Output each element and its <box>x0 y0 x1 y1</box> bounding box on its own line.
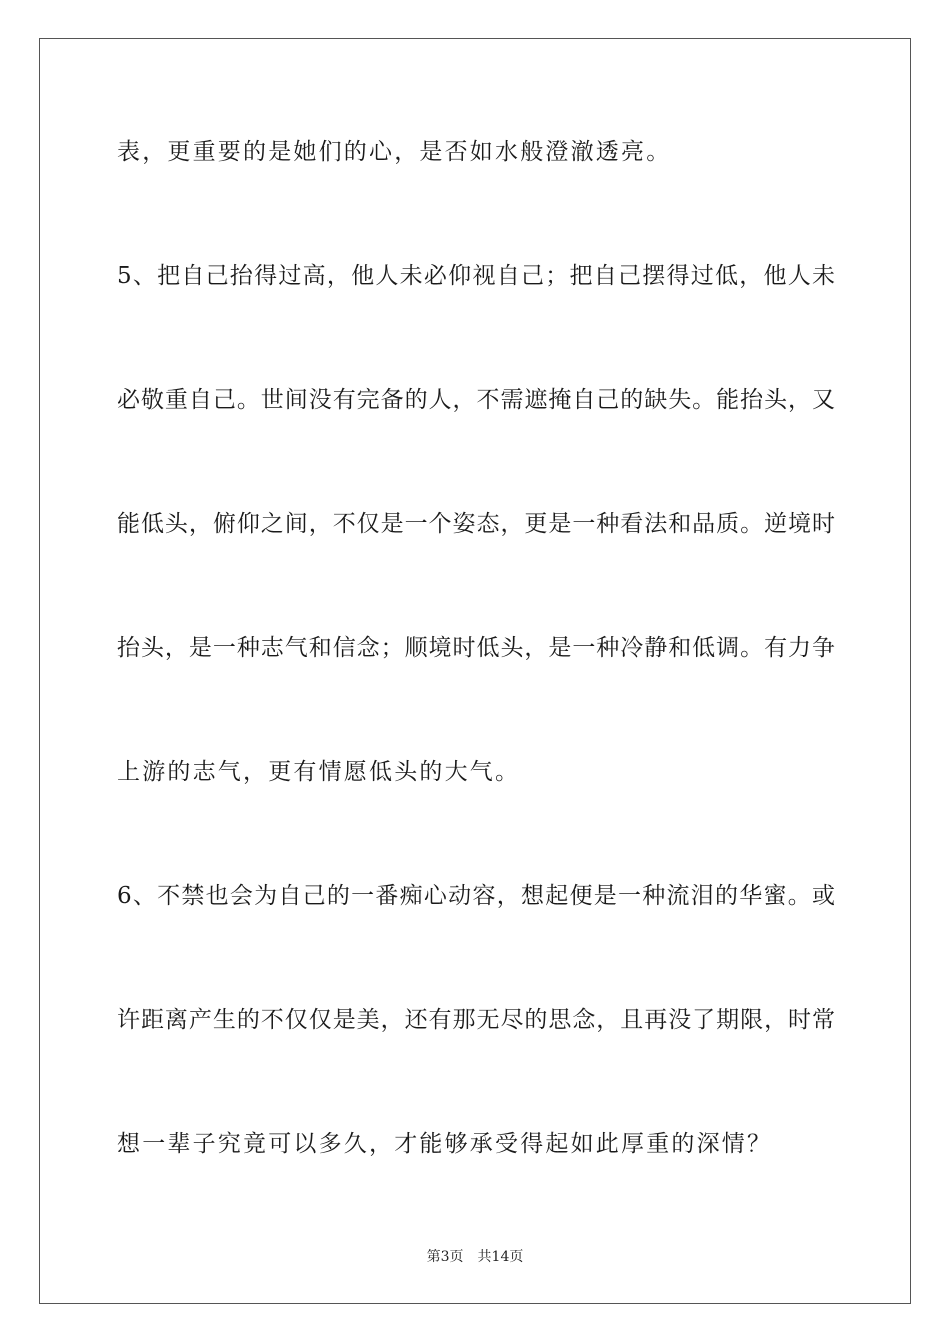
page-border <box>39 38 911 1304</box>
page-total: 共14页 <box>477 1249 524 1265</box>
text-line-1: 表，更重要的是她们的心，是否如水般澄澈透亮。 <box>117 139 672 165</box>
page-footer <box>0 1248 950 1266</box>
text-line-5: 抬头，是一种志气和信念；顺境时低头，是一种冷静和低调。有力争 <box>117 635 835 661</box>
text-line-3: 必敬重自己。世间没有完备的人，不需遮掩自己的缺失。能抬头，又 <box>117 387 835 413</box>
text-line-9: 想一辈子究竟可以多久，才能够承受得起如此厚重的深情？ <box>117 1131 773 1157</box>
text-line-7: 6、不禁也会为自己的一番痴心动容，想起便是一种流泪的华蜜。或 <box>117 883 835 909</box>
text-line-2: 5、把自己抬得过高，他人未必仰视自己；把自己摆得过低，他人未 <box>117 263 835 289</box>
text-line-6: 上游的志气，更有情愿低头的大气。 <box>117 759 521 785</box>
text-line-4: 能低头，俯仰之间，不仅是一个姿态，更是一种看法和品质。逆境时 <box>117 511 835 537</box>
text-line-8: 许距离产生的不仅仅是美，还有那无尽的思念，且再没了期限，时常 <box>117 1007 835 1033</box>
page-number: 第3页 <box>426 1249 464 1265</box>
